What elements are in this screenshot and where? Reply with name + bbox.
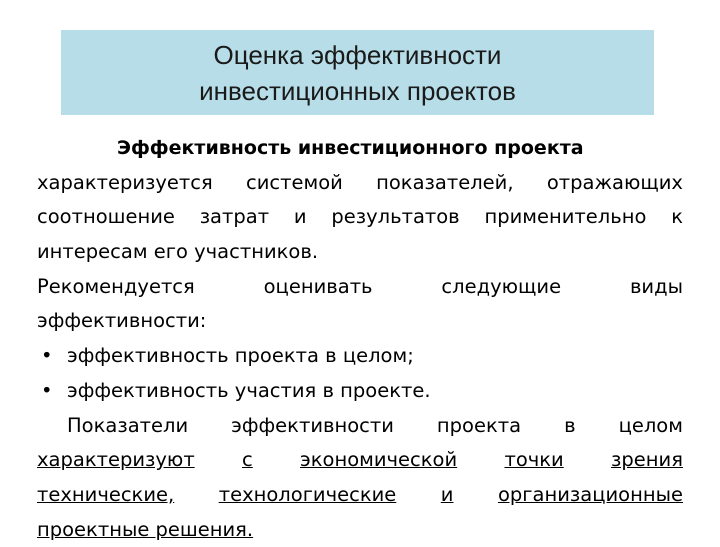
word: соотношение [37, 205, 175, 229]
underlined-word: характеризуют [37, 448, 195, 472]
underlined-word: с [242, 448, 253, 472]
body-line-11 [37, 478, 683, 513]
underlined-word: зрения [611, 448, 683, 472]
word: в [564, 413, 576, 437]
word: и [293, 205, 307, 229]
body-line-12 [37, 513, 683, 547]
slide-title-line-1: Оценка эффективности [213, 39, 502, 70]
bullet-item [37, 339, 683, 374]
word: характеризуется [37, 170, 213, 194]
bullet-text: эффективность участия в проекте. [67, 378, 431, 402]
underlined-text: проектные решения. [37, 517, 254, 541]
underlined-word: точки [504, 448, 564, 472]
word: отражающих [546, 170, 683, 194]
word: показателей, [376, 170, 514, 194]
word: Рекомендуется [37, 274, 195, 298]
body-line-4: интересам его участников. [37, 240, 319, 264]
bullet-icon: • [41, 344, 53, 368]
word: оценивать [263, 274, 373, 298]
body-line-2 [37, 166, 683, 201]
underlined-word: организационные [497, 482, 683, 506]
word: проекта [436, 413, 522, 437]
slide-title-line-2: инвестиционных проектов [199, 75, 516, 106]
word: результатов [331, 205, 460, 229]
word: эффективности [231, 413, 394, 437]
slide-body [37, 131, 683, 547]
word: целом [618, 413, 683, 437]
body-line-6: эффективности: [37, 309, 207, 333]
body-line-3 [37, 200, 683, 235]
body-line-5 [37, 270, 683, 305]
word: Показатели [67, 413, 189, 437]
bullet-text: эффективность проекта в целом; [67, 344, 414, 368]
word: системой [246, 170, 343, 194]
title-banner [61, 30, 654, 115]
underlined-word: технологические [218, 482, 397, 506]
word: виды [629, 274, 683, 298]
bold-lead-text: Эффективность инвестиционного проекта [117, 137, 584, 159]
underlined-word: экономической [300, 448, 458, 472]
bullet-item [37, 374, 683, 409]
underlined-word: технические, [37, 482, 175, 506]
word: затрат [199, 205, 270, 229]
underlined-word: и [440, 482, 454, 506]
bullet-icon: • [41, 378, 53, 402]
word: к [671, 205, 683, 229]
word: следующие [441, 274, 562, 298]
word: применительно [484, 205, 647, 229]
body-line-10 [37, 443, 683, 478]
body-line-9 [37, 409, 683, 444]
